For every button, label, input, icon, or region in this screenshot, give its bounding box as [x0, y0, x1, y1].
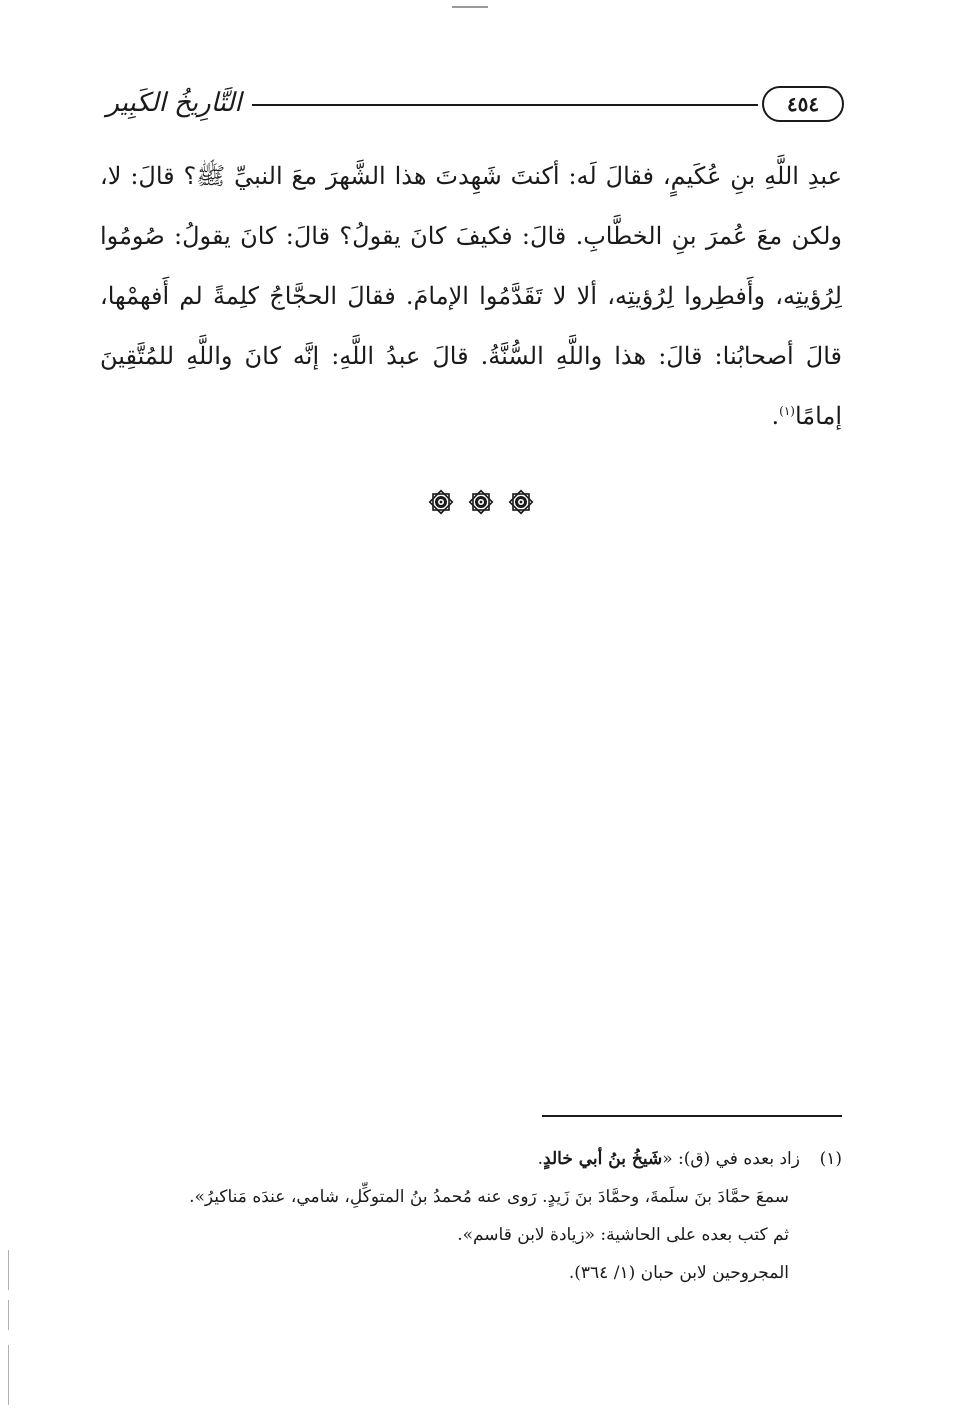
text-line: عبدِ اللَّهِ بنِ عُكَيمٍ، فقالَ لَه: أكنتَ شَهِدتَ هذا الشَّهرَ معَ النبيِّ ﷺ؟ قالَ: لا،: [100, 162, 842, 190]
text-line: لِرُؤيتِه، وأَفطِروا لِرُؤيتِه، ألا لا تَقَدَّمُوا الإمامَ. فقالَ الحجَّاجُ كلِمةً لم أَفهمْها،: [100, 282, 842, 310]
flower-ornament-icon: [426, 487, 456, 517]
footnote-line: سمعَ حمَّادَ بنَ سلَمةَ، وحمَّادَ بنَ زَيدٍ. رَوى عنه مُحمدُ بنُ المتوكِّلِ، شامي، عندَه مَناكيرُ».: [189, 1187, 789, 1207]
footnote-suffix: .: [537, 1149, 544, 1169]
flower-ornament-icon: [466, 487, 496, 517]
footnote-reference: (١): [779, 404, 795, 418]
header-rule: [252, 104, 758, 106]
footnote-number: (١): [819, 1149, 842, 1169]
text-line: قالَ أصحابُنا: قالَ: هذا واللَّهِ السُّنَّةُ. قالَ عبدُ اللَّهِ: إنَّه كانَ واللَّهِ للمُتَّقِينَ: [100, 342, 842, 370]
footnote-line: [400, 1140, 842, 1178]
scan-edge-mark: [8, 1250, 9, 1290]
scan-edge-mark: [8, 1300, 9, 1330]
footnote-line: المجروحين لابن حبان (١/ ٣٦٤).: [568, 1263, 789, 1283]
main-text: [100, 146, 842, 446]
footnote-prefix: زاد بعده في (ق): «: [662, 1149, 800, 1169]
scan-top-mark: [452, 6, 488, 8]
footnote-separator: [542, 1115, 842, 1117]
footnote-bold-text: شَيخُ بنُ أبي خالدٍ: [543, 1149, 663, 1169]
scan-edge-mark: [8, 1345, 9, 1405]
section-divider: [0, 487, 961, 521]
running-title: التَّارِيخُ الكَبِير: [106, 88, 242, 118]
text-line: ولكن معَ عُمرَ بنِ الخطَّابِ. قالَ: فكيفَ كانَ يقولُ؟ قالَ: كانَ يقولُ: صُومُوا: [100, 222, 842, 250]
text-line-last: [100, 386, 842, 446]
flower-ornament-icon: [506, 487, 536, 517]
text-line-end: إمامًا: [794, 402, 842, 430]
footnotes: [189, 1140, 842, 1292]
page-number: ٤٥٤: [762, 86, 844, 122]
final-punctuation: .: [771, 402, 780, 430]
footnote-text: [538, 1140, 800, 1178]
footnote-line: ثم كتب بعده على الحاشية: «زيادة لابن قاسم».: [457, 1225, 789, 1245]
